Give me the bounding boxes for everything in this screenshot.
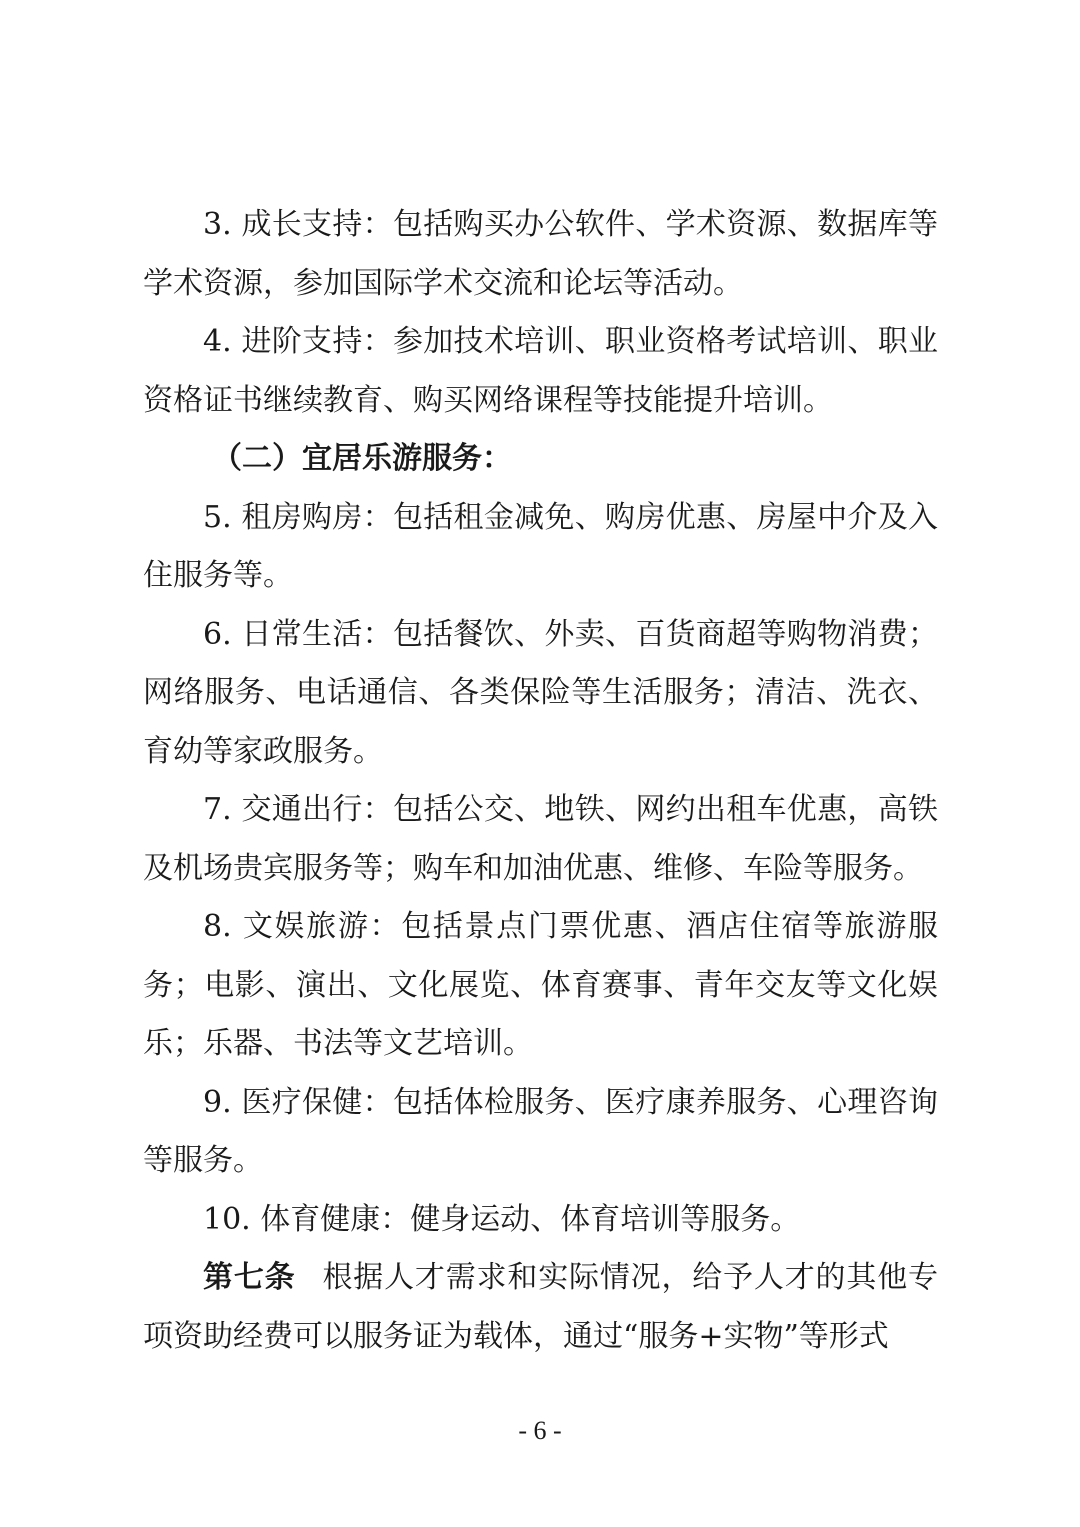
article-seven-text: 根据人才需求和实际情况，给予人才的其他专项资助经费可以服务证为载体，通过“服务+实物”等形式 — [143, 1260, 939, 1354]
section-heading-livable-services: （二）宜居乐游服务： — [212, 441, 512, 476]
paragraph-healthcare: 9. 医疗保健：包括体检服务、医疗康养服务、心理咨询等服务。 — [143, 1084, 938, 1178]
paragraph-transportation: 7. 交通出行：包括公交、地铁、网约出租车优惠，高铁及机场贵宾服务等；购车和加油优惠、维修、车险等服务。 — [143, 792, 938, 886]
page-number: - 6 - — [518, 1416, 562, 1445]
article-seven-label: 第七条 — [203, 1260, 296, 1295]
paragraph-article-seven — [143, 1249, 938, 1366]
paragraph-advanced-support: 4. 进阶支持：参加技术培训、职业资格考试培训、职业资格证书继续教育、购买网络课程等技能提升培训。 — [143, 324, 938, 418]
paragraph-housing: 5. 租房购房：包括租金减免、购房优惠、房屋中介及入住服务等。 — [143, 499, 938, 593]
paragraph-sports-health: 10. 体育健康：健身运动、体育培训等服务。 — [203, 1201, 801, 1237]
document-body — [143, 196, 938, 1366]
paragraph-entertainment-travel: 8. 文娱旅游：包括景点门票优惠、酒店住宿等旅游服务；电影、演出、文化展览、体育赛事、青年交友等文化娱乐；乐器、书法等文艺培训。 — [143, 909, 938, 1061]
paragraph-growth-support: 3. 成长支持：包括购买办公软件、学术资源、数据库等学术资源，参加国际学术交流和论坛等活动。 — [143, 207, 938, 301]
paragraph-daily-life: 6. 日常生活：包括餐饮、外卖、百货商超等购物消费；网络服务、电话通信、各类保险等生活服务；清洁、洗衣、育幼等家政服务。 — [143, 616, 938, 769]
